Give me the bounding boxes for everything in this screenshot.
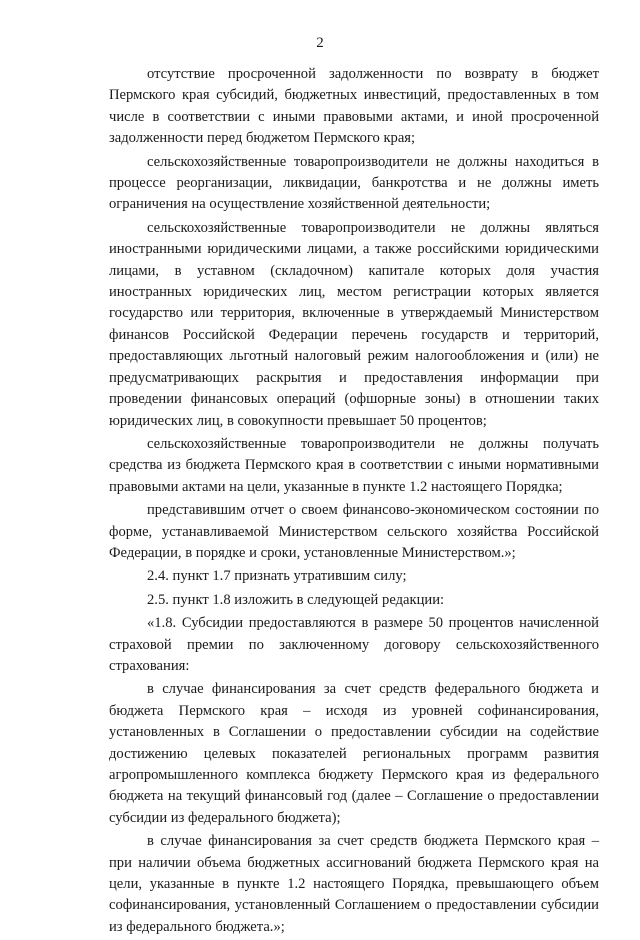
paragraph-regional-funding: в случае финансирования за счет средств бюджета Пермского края – при наличии объема бюджетных ассигнований бюджета Пермского края на цели, указанные в пункте 1.2 настоящего Порядка, превышающего объем софинансирования, установленный Соглашением о предоставлении субсидии из федерального бюджета.»; (109, 833, 599, 935)
paragraph-no-debt: отсутствие просроченной задолженности по возврату в бюджет Пермского края субсидий, бюджетных инвестиций, предоставленных в том числе в соответствии с иными правовыми актами, и иной просроченной задолженности перед бюджетом Пермского края; (109, 66, 599, 147)
paragraph-item-1-8: «1.8. Субсидии предоставляются в размере 50 процентов начисленной страховой премии по заключенному договору сельскохозяйственного страхования: (109, 615, 599, 674)
paragraph-no-other-funds: сельскохозяйственные товаропроизводители не должны получать средства из бюджета Пермского края в соответствии с иными нормативными правовыми актами на цели, указанные в пункте 1.2 настоящего Порядка; (109, 435, 599, 495)
paragraph-no-foreign-entities: сельскохозяйственные товаропроизводители не должны являться иностранными юридическими лицами, а также российскими юридическими лицами, в уставном (складочном) капитале которых доля участия иностранных юридических лиц, местом регистрации которых является государство или территория, включенные в утверждаемый Министерством финансов Российской Федерации перечень государств и территорий, предоставляющих льготный налоговый режим налогообложения и (или) не предусматривающих раскрытия и предоставления информации при проведении финансовых операций (офшорные зоны) в отношении таких юридических лиц, в совокупности превышает 50 процентов; (109, 219, 599, 429)
paragraph-no-reorganization: сельскохозяйственные товаропроизводители не должны находиться в процессе реорганизации, ликвидации, банкротства и не должны иметь ограничения на осуществление хозяйственной деятельности; (109, 153, 599, 213)
page-number: 2 (316, 35, 324, 51)
paragraph-federal-funding: в случае финансирования за счет средств федерального бюджета и бюджета Пермского края – исходя из уровней софинансирования, установленных в Соглашении о предоставлении субсидии на содействие достижению целевых показателей региональных программ развития агропромышленного комплекса бюджету Пермского края из федерального бюджета на текущий финансовый год (далее – Соглашение о предоставлении субсидии из федерального бюджета); (109, 681, 599, 826)
paragraph-item-2-5: 2.5. пункт 1.8 изложить в следующей редакции: (147, 591, 445, 608)
document-body (109, 64, 599, 940)
paragraph-financial-report: представившим отчет о своем финансово-экономическом состоянии по форме, устанавливаемой Министерством сельского хозяйства Российской Федерации, в порядке и сроки, установленные Министерством.»; (109, 502, 599, 561)
paragraph-item-2-4: 2.4. пункт 1.7 признать утратившим силу; (147, 568, 407, 585)
